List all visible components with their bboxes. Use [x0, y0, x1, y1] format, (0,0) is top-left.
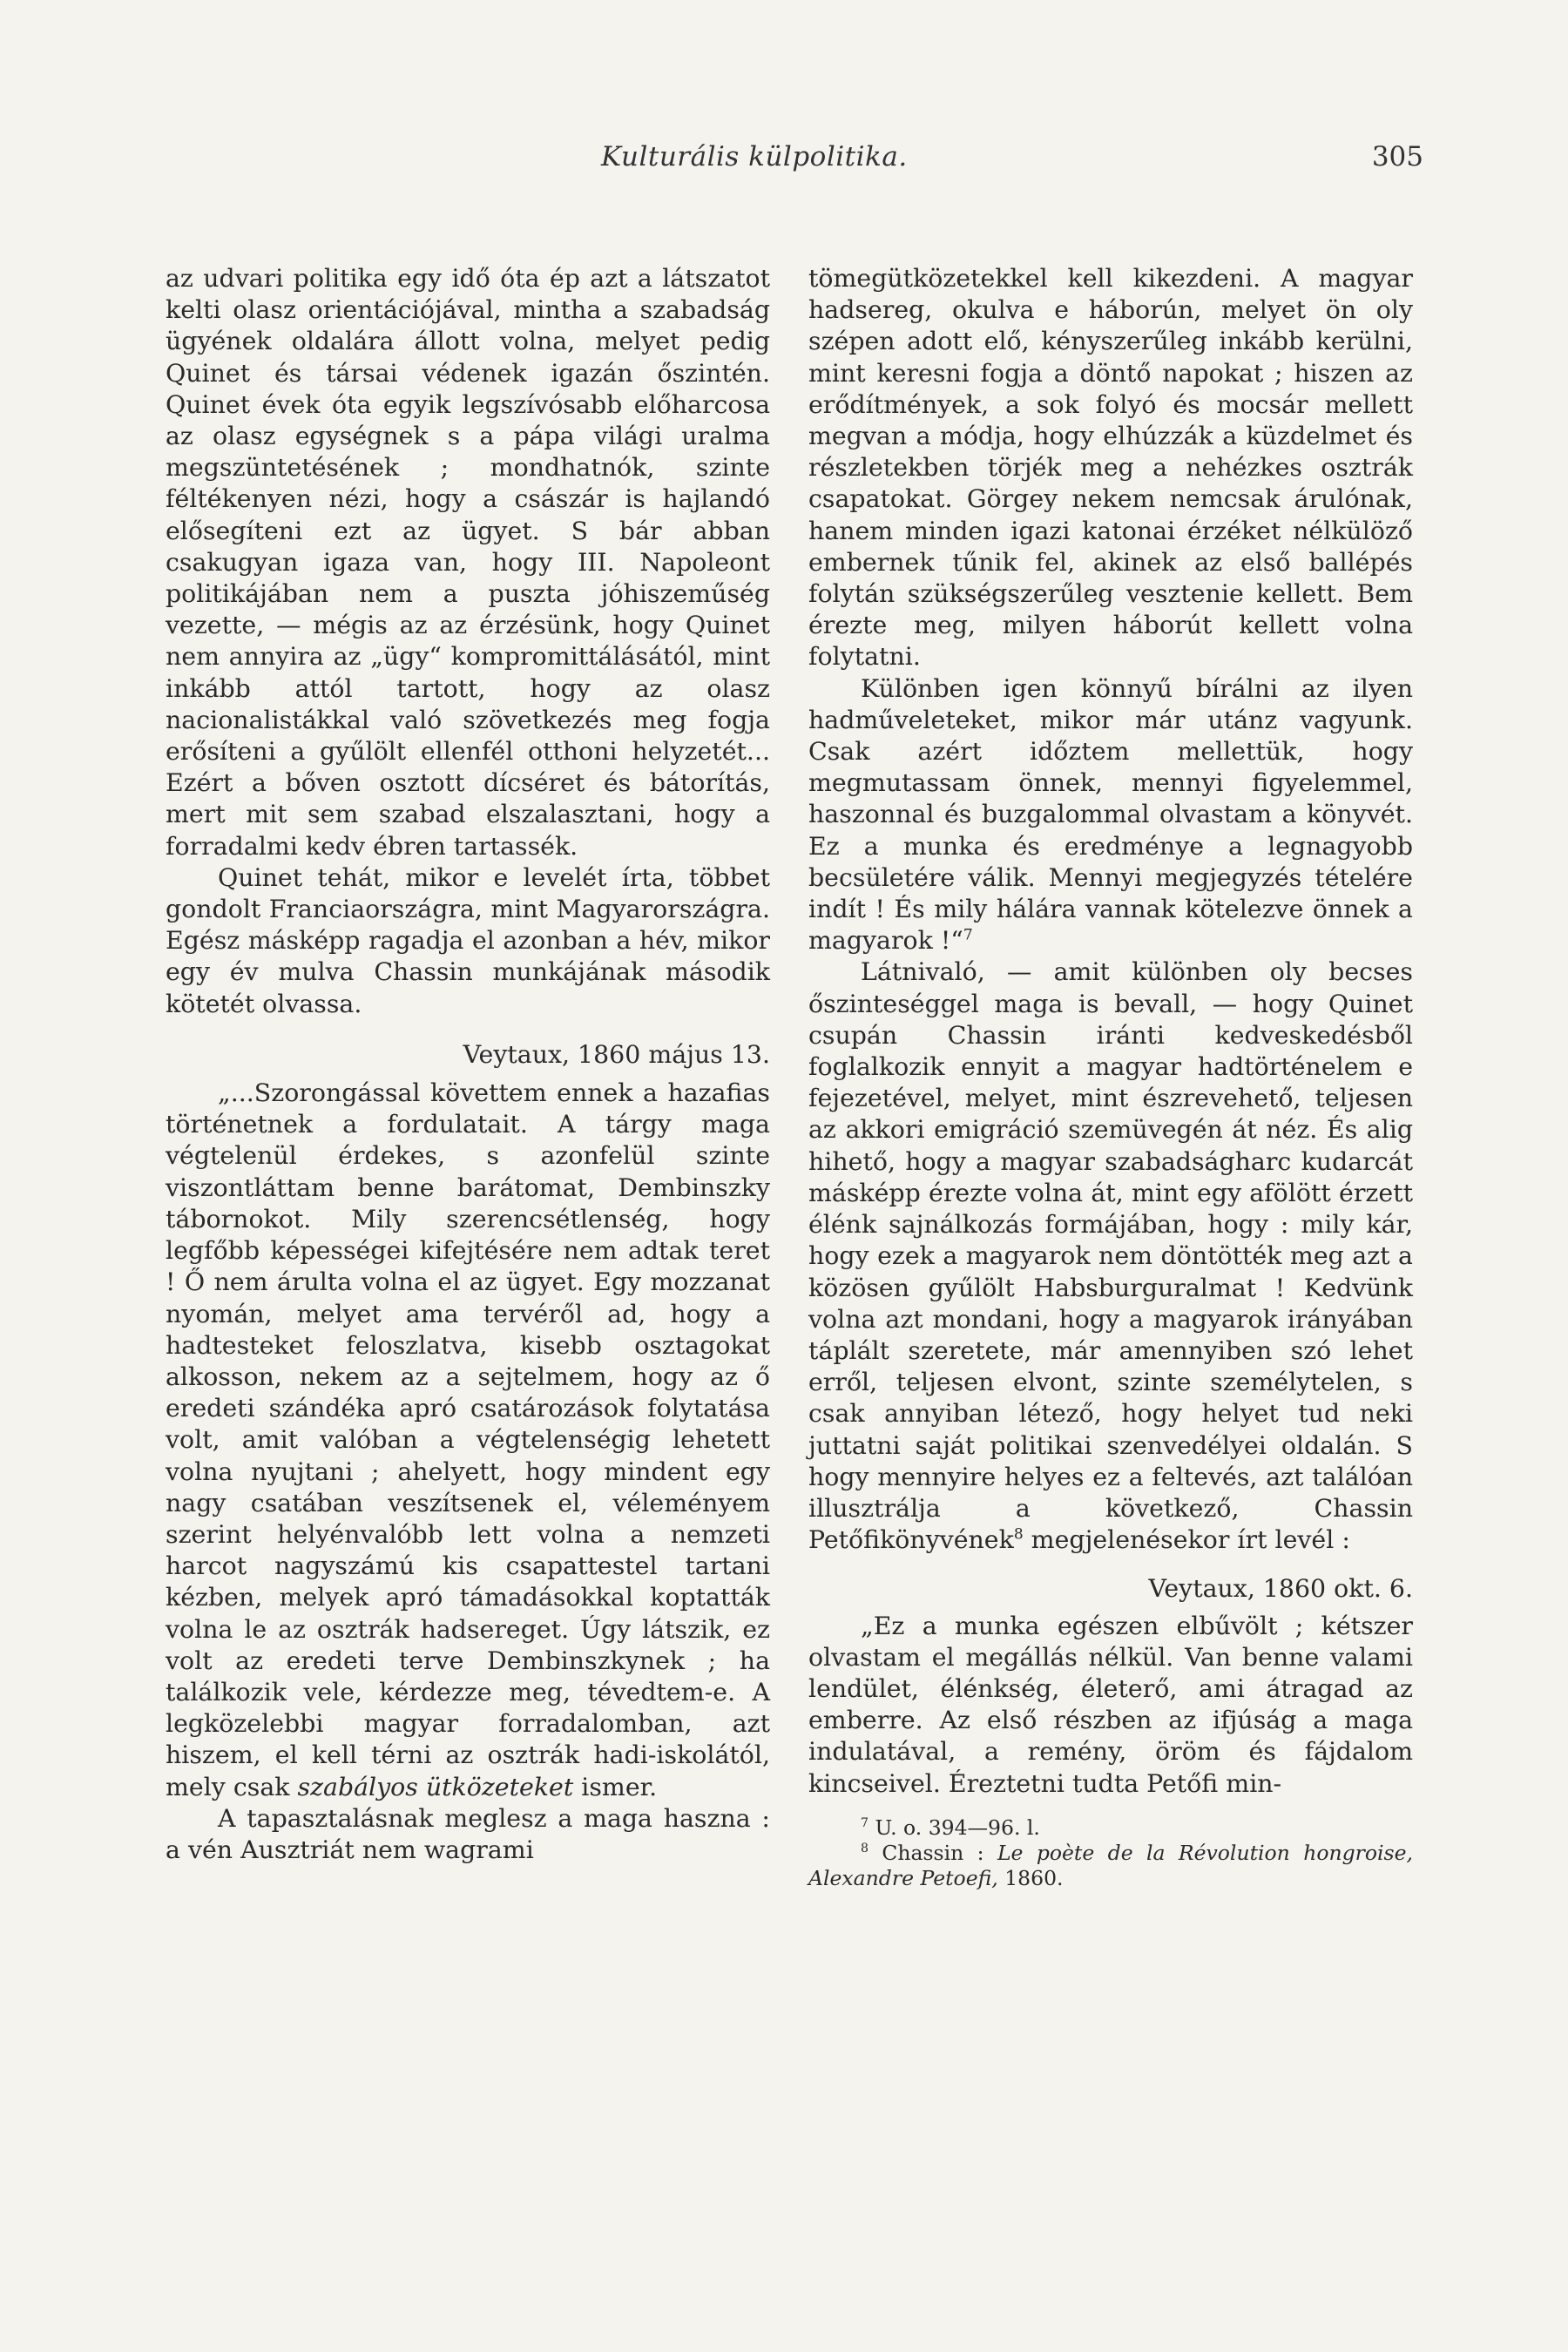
left-paragraph-2: Quinet tehát, mikor e levelét írta, többet gondolt Franciaországra, mint Magyarországra. Egész másképp ragadja el azonban a hév, mikor egy év mulva Chassin munkájának második kötetét olvassa. [166, 862, 770, 1018]
running-title: Kulturális külpolitika. [601, 141, 908, 172]
footnote-7 [808, 1815, 1413, 1841]
footnote-ref-7: 7 [963, 926, 973, 944]
page-number: 305 [1371, 141, 1423, 172]
quote-emphasis: szabályos ütközeteket [297, 1772, 574, 1801]
quote-text: Különben igen könnyű bírálni az ilyen hadműveleteket, mikor már utánz vagyunk. Csak azért időztem mellettük, hogy megmutassam önnek, mennyi figyelemmel, haszonnal és buzgalommal olvastam a könyvét. Ez a munka és eredménye a legnagyobb becsületére válik. Mennyi megjegyzés tételére indít ! És mily hálára vannak kötelezve önnek a magyarok !“ [808, 673, 1413, 956]
left-paragraph-1: az udvari politika egy idő óta ép azt a látszatot kelti olasz orientációjával, mintha a szabadság ügyének oldalára állott volna, melyet pedig Quinet és társai védenek igazán őszintén. Quinet évek óta egyik legszívósabb előharcosa az olasz egységnek s a pápa világi uralma megszüntetésének ; mondhatnók, szinte féltékenyen nézi, hogy a császár is hajlandó elősegíteni ezt az ügyet. S bár abban csakugyan igaza van, hogy III. Napoleont politikájában nem a puszta jóhiszeműség vezette, — mégis az az érzésünk, hogy Quinet nem annyira az „ügy“ kompromittálásától, mint inkább attól tartott, hogy az olasz nacionalistákkal való szövetkezés meg fogja erősíteni a gyűlölt ellenfél otthoni helyzetét... Ezért a bőven osztott dícséret és bátorítás, mert mit sem szabad elszalasztani, hogy a forradalmi kedv ébren tartassék. [166, 264, 770, 861]
footnote-text: U. o. 394—96. l. [868, 1815, 1040, 1840]
quote-text: „...Szorongással követtem ennek a hazafias történetnek a fordulatait. A tárgy maga végtelenül érdekes, s azonfelül szinte viszontláttam benne barátomat, Dembinszky tábornokot. Mily szerencsétlenség, hogy legfőbb képességei kifejtésére nem adtak teret ! Ő nem árulta volna el az ügyet. Egy mozzanat nyomán, melyet ama tervéről ad, hogy a hadtesteket feloszlatva, kisebb osztagokat alkosson, nekem az a sejtelmem, hogy az ő eredeti szándéka apró csatározások folytatása volt, amit valóban a végtelenségig lehetett volna nyujtani ; ahelyett, hogy mindent egy nagy csatában veszítsenek el, véleményem szerint helyénvalóbb lett volna a nemzeti harcot nagyszámú kis csapattestel tartani kézben, melyek apró támadásokkal koptatták volna le az osztrák hadsereget. Úgy látszik, ez volt az eredeti terve Dembinszkynek ; ha találkozik vele, kérdezze meg, tévedtem-e. A legközelebbi magyar forradalomban, azt hiszem, el kell térni az osztrák hadi-iskolától, mely csak [166, 1078, 770, 1801]
footnote-8 [808, 1841, 1413, 1891]
right-paragraph-4: „Ez a munka egészen elbűvölt ; kétszer olvastam el megállás nélkül. Van benne valami lendület, élénkség, életerő, ami átragad az emberre. Az első részben az ifjúság a maga indulatával, a remény, öröm és fájdalom kincseivel. Éreztetni tudta Petőfi min- [808, 1611, 1413, 1798]
footnote-year: 1860. [997, 1865, 1064, 1890]
footnote-ref-8: 8 [1013, 1525, 1024, 1544]
left-paragraph-3 [166, 1078, 770, 1803]
paragraph-text: Látnivaló, — amit különben oly becses őszinteséggel maga is bevall, — hogy Quinet csupán Chassin iránti kedveskedésből foglalkozik ennyit a magyar hadtörténelem e fejezetével, melyet, mint észrevehető, teljesen az akkori emigráció szemüvegén át néz. És alig hihető, hogy a magyar szabadságharc kudarcát másképp érezte volna át, mint egy afölött érzett élénk sajnálkozás formájában, hogy : mily kár, hogy ezek a magyarok nem döntötték meg azt a közösen gyűlölt Habsburguralmat ! Kedvünk volna azt mondani, hogy a magyarok irányában táplált szeretete, már amennyiben szó lehet erről, teljesen elvont, szinte személytelen, s csak annyiban létező, hogy helyet tud neki juttatni saját politikai szenvedélyei oldalán. S hogy mennyire helyes ez a feltevés, azt találóan illusztrálja a következő, Chassin Petőfikönyvének [808, 957, 1413, 1555]
footnote-text: Chassin : [868, 1840, 997, 1865]
dateline-oct: Veytaux, 1860 okt. 6. [1148, 1574, 1413, 1604]
page-header [601, 141, 1423, 176]
paragraph-end: megjelenésekor írt levél : [1023, 1525, 1350, 1555]
quote-end: ismer. [581, 1772, 658, 1801]
right-paragraph-2 [808, 673, 1413, 957]
left-column [166, 263, 770, 1866]
right-paragraph-1: tömegütközetekkel kell kikezdeni. A magyar hadsereg, okulva e háborún, melyet ön oly szépen adott elő, kényszerűleg inkább kerülni, mint keresni fogja a döntő napokat ; hiszen az erődítmények, a sok folyó és mocsár mellett megvan a módja, hogy elhúzzák a küzdelmet és részletekben törjék meg a nehézkes osztrák csapatokat. Görgey nekem nemcsak árulónak, hanem minden igazi katonai érzéket nélkülöző embernek tűnik fel, akinek az első ballépés folytán szükségszerűleg vesztenie kellett. Bem érezte meg, milyen háborút kellett volna folytatni. [808, 264, 1413, 672]
footnote-number: 8 [861, 1841, 868, 1855]
footnote-book-title: Le poète de la Révolution hongroise, Alexandre Petoefi, [808, 1840, 1413, 1890]
right-paragraph-3 [808, 956, 1413, 1556]
left-paragraph-4: A tapasztalásnak meglesz a maga haszna : a vén Ausztriát nem wagrami [166, 1803, 770, 1864]
dateline-may: Veytaux, 1860 május 13. [463, 1039, 770, 1069]
footnote-number: 7 [861, 1815, 868, 1830]
right-column [808, 263, 1413, 1891]
footnotes [808, 1815, 1413, 1891]
